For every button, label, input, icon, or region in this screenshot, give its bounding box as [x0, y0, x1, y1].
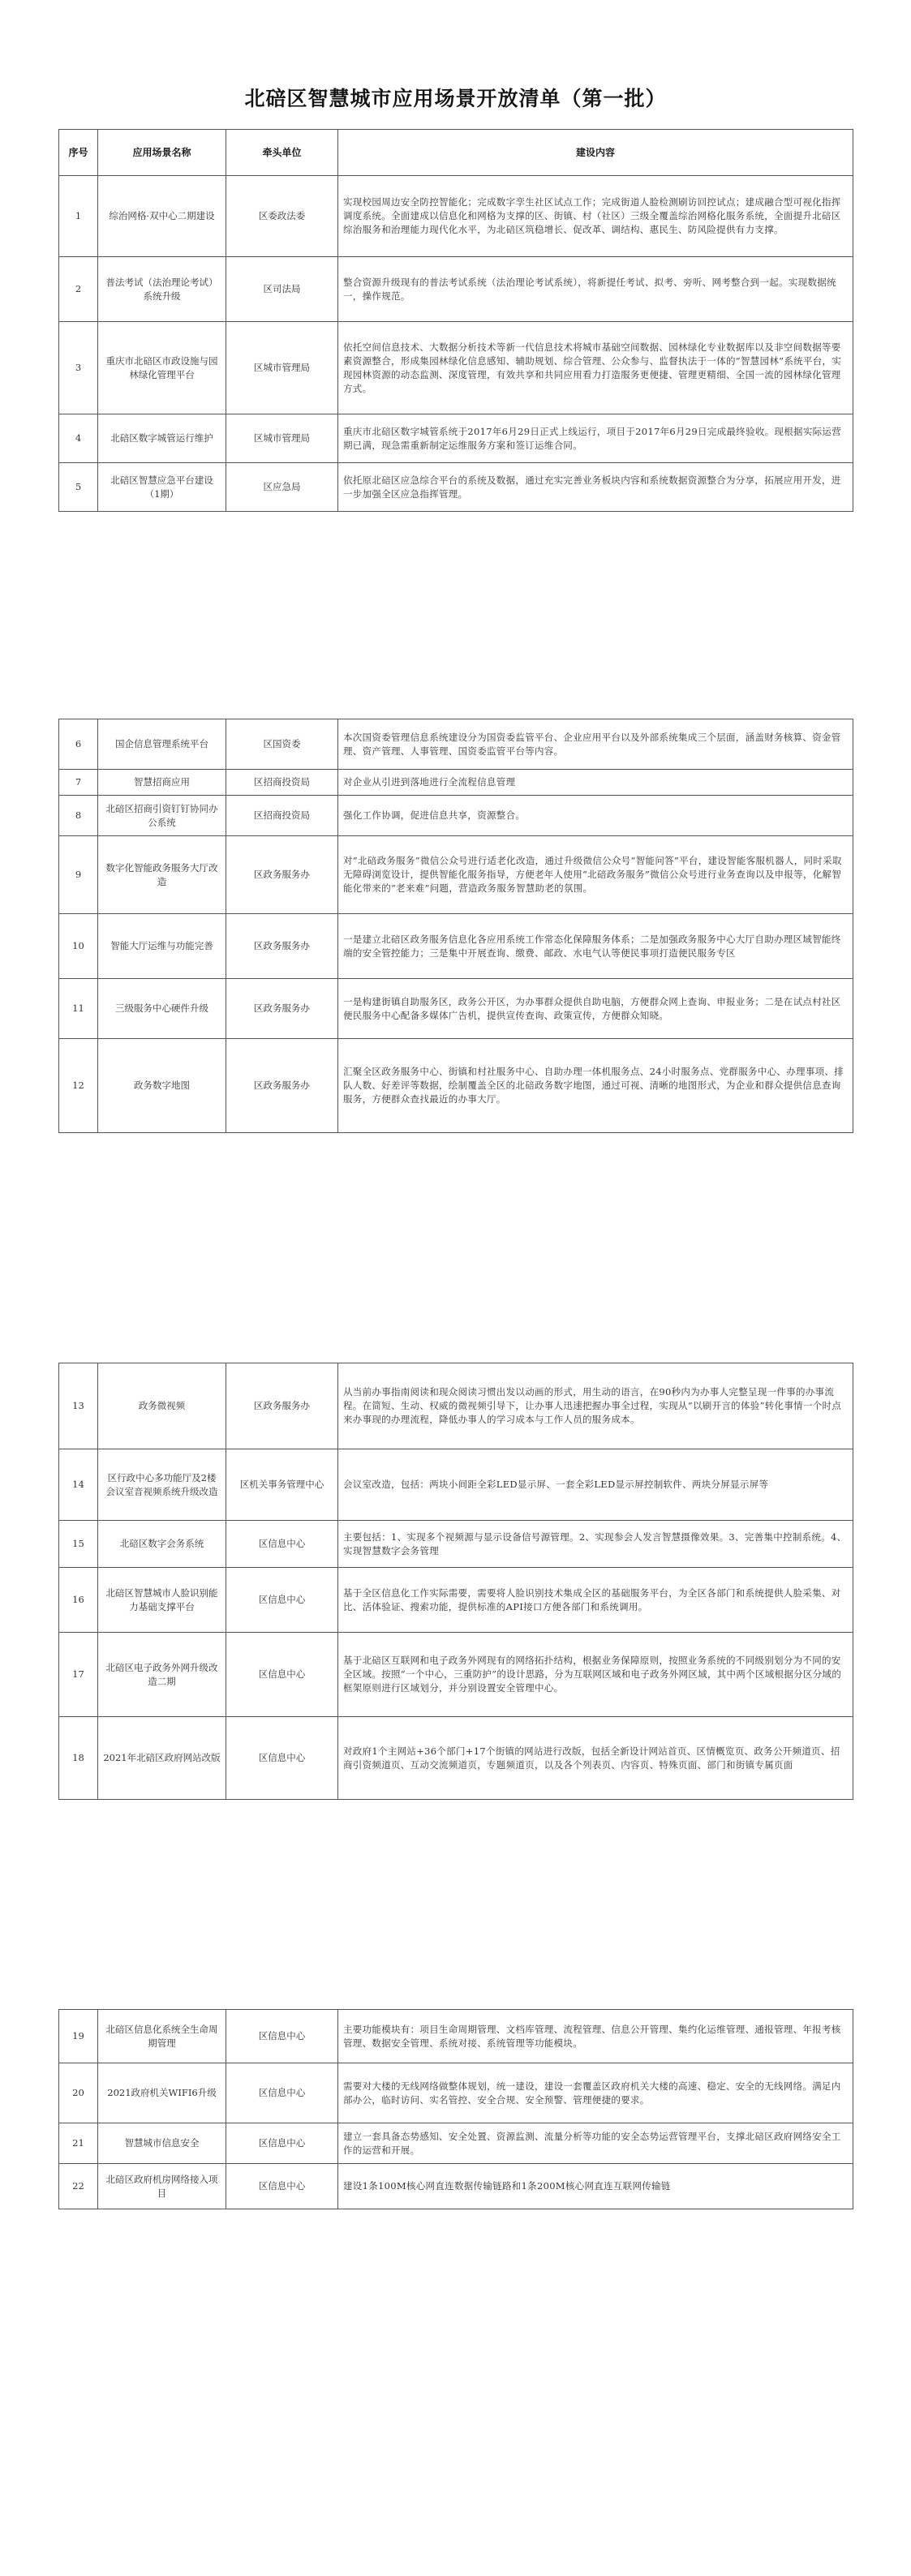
row-lead-unit: 区信息中心	[226, 2164, 338, 2209]
table-row	[59, 1449, 853, 1521]
row-index: 6	[59, 719, 98, 770]
row-index: 7	[59, 770, 98, 796]
row-scenario-name: 北碚区政府机房网络接入项目	[98, 2164, 226, 2209]
row-scenario-name: 数字化智能政务服务大厅改造	[98, 836, 226, 914]
table-row	[59, 770, 853, 796]
row-index: 15	[59, 1521, 98, 1568]
row-content: 对“北碚政务服务”微信公众号进行适老化改造，通过升级微信公众号“智能问答”平台，建设智能客服机器人，同时采取无障碍浏览设计，提供智能化服务指导，方便老年人使用“北碚政务服务”微信公众号进行业务查询以及申报等，化解智能化带来的“老来难”问题，营造政务服务智慧助老的氛围。	[338, 836, 853, 914]
table-row	[59, 719, 853, 770]
row-index: 13	[59, 1363, 98, 1449]
row-index: 9	[59, 836, 98, 914]
table-row	[59, 979, 853, 1039]
table-row	[59, 257, 853, 322]
row-lead-unit: 区政务服务办	[226, 1039, 338, 1133]
header-lead-unit: 牵头单位	[226, 130, 338, 176]
row-scenario-name: 北碚区智慧城市人脸识别能力基础支撑平台	[98, 1568, 226, 1633]
row-index: 22	[59, 2164, 98, 2209]
row-content: 会议室改造，包括：两块小间距全彩LED显示屏、一套全彩LED显示屏控制软件、两块分屏显示屏等	[338, 1449, 853, 1521]
row-scenario-name: 重庆市北碚区市政设施与园林绿化管理平台	[98, 322, 226, 414]
table-row	[59, 1568, 853, 1633]
row-content: 汇聚全区政务服务中心、街镇和村社服务中心、自助办理一体机服务点、24小时服务点、党群服务中心、办理事项、排队人数、好差评等数据，绘制覆盖全区的北碚政务数字地图，通过可视、清晰的地图形式，为企业和群众提供信息查询服务，方便群众查找最近的办事大厅。	[338, 1039, 853, 1133]
row-scenario-name: 三级服务中心硬件升级	[98, 979, 226, 1039]
row-index: 8	[59, 796, 98, 836]
table-row	[59, 1717, 853, 1800]
table-row	[59, 463, 853, 512]
row-index: 16	[59, 1568, 98, 1633]
row-content: 主要功能模块有：项目生命周期管理、文档库管理、流程管理、信息公开管理、集约化运维管理、通报管理、年报考核管理、数据安全管理、系统对接、系统管理等功能模块。	[338, 2010, 853, 2063]
row-lead-unit: 区司法局	[226, 257, 338, 322]
row-content: 依托空间信息技术、大数据分析技术等新一代信息技术将城市基础空间数据、园林绿化专业数据库以及非空间数据等要素资源整合，形成集园林绿化信息感知、辅助规划、综合管理、公众参与、监督执法于一体的“智慧园林”系统平台，实现园林资源的动态监测、深度管理，有效共享和共同应用看力打造服务更便捷、管理更精细、全国一流的园林绿化管理方式。	[338, 322, 853, 414]
table-row	[59, 914, 853, 979]
table-row	[59, 2123, 853, 2164]
row-scenario-name: 北碚区电子政务外网升级改造二期	[98, 1633, 226, 1717]
table-row	[59, 1039, 853, 1133]
scenario-table-part-2	[58, 719, 853, 1133]
row-lead-unit: 区委政法委	[226, 176, 338, 257]
row-lead-unit: 区信息中心	[226, 1568, 338, 1633]
row-lead-unit: 区政务服务办	[226, 1363, 338, 1449]
table-row	[59, 2164, 853, 2209]
row-content: 建立一套具备态势感知、安全处置、资源监测、流量分析等功能的安全态势运营管理平台，支撑北碚区政府网络安全工作的运营和开展。	[338, 2123, 853, 2164]
scenario-table-part-3	[58, 1363, 853, 1800]
row-content: 一是建立北碚区政务服务信息化各应用系统工作常态化保障服务体系；二是加强政务服务中心大厅自助办理区域智能终端的安全管控能力；三是集中开展查询、缴费、邮政、水电气认等便民事项打造便民服务专区	[338, 914, 853, 979]
row-content: 整合资源升级现有的普法考试系统（法治理论考试系统），将新提任考试、拟考、旁听、网考整合到一起。实现数据统一，操作规范。	[338, 257, 853, 322]
table-row	[59, 836, 853, 914]
row-content: 对企业从引进到落地进行全流程信息管理	[338, 770, 853, 796]
row-content: 需要对大楼的无线网络做整体规划，统一建设，建设一套覆盖区政府机关大楼的高速、稳定、安全的无线网络。满足内部办公，临时访问、实名管控、安全合规、安全预警、管理便捷的要求。	[338, 2063, 853, 2123]
row-content: 依托原北碚区应急综合平台的系统及数据，通过充实完善业务板块内容和系统数据资源整合为分享，拓展应用开发，进一步加强全区应急指挥管理。	[338, 463, 853, 512]
row-content: 基于全区信息化工作实际需要，需要将人脸识别技术集成全区的基础服务平台，为全区各部门和系统提供人脸采集、对比、活体验证、搜索功能，提供标准的API接口方便各部门和系统调用。	[338, 1568, 853, 1633]
table-row	[59, 176, 853, 257]
row-content: 从当前办事指南阅读和现众阅读习惯出发以动画的形式，用生动的语言，在90秒内为办事人完整呈现一件事的办事流程。在简短、生动、权威的微视频引导下，让办事人迅速把握办事全过程，实现从“以刷开言的体验”转化事情一个时点来办事现的办理流程，降低办事人的学习成本与工作人员的服务成本。	[338, 1363, 853, 1449]
row-lead-unit: 区信息中心	[226, 2063, 338, 2123]
row-index: 3	[59, 322, 98, 414]
row-index: 20	[59, 2063, 98, 2123]
row-index: 11	[59, 979, 98, 1039]
row-scenario-name: 政务数字地图	[98, 1039, 226, 1133]
row-index: 17	[59, 1633, 98, 1717]
row-content: 建设1条100M核心网直连数据传输链路和1条200M核心网直连互联网传输链	[338, 2164, 853, 2209]
row-index: 2	[59, 257, 98, 322]
row-index: 18	[59, 1717, 98, 1800]
row-content: 本次国资委管理信息系统建设分为国资委监管平台、企业应用平台以及外部系统集成三个层面，涵盖财务核算、资金管理、资产管理、人事管理、国资委监管平台等内容。	[338, 719, 853, 770]
row-content: 实现校园周边安全防控智能化；完成数字孪生社区试点工作；完成街道人脸检测刷访回控试点；建成融合型可视化指挥调度系统。全面建成以信息化和网格为支撑的区、街镇、村（社区）三级全覆盖综治网格化服务系统，全面提升北碚区综治服务和治理能力现代化水平，为北碚区筑稳增长、促改革、调结构、惠民生、防风险提供有力支撑。	[338, 176, 853, 257]
table-header-row	[59, 130, 853, 176]
scenario-table-part-1	[58, 129, 853, 512]
row-scenario-name: 智能大厅运维与功能完善	[98, 914, 226, 979]
table-row	[59, 2010, 853, 2063]
row-scenario-name: 北碚区数字会务系统	[98, 1521, 226, 1568]
row-index: 5	[59, 463, 98, 512]
row-scenario-name: 北碚区智慧应急平台建设（1期）	[98, 463, 226, 512]
table-row	[59, 1363, 853, 1449]
table-row	[59, 1633, 853, 1717]
row-scenario-name: 2021政府机关WIFI6升级	[98, 2063, 226, 2123]
row-scenario-name: 智慧城市信息安全	[98, 2123, 226, 2164]
row-scenario-name: 北碚区招商引资钉钉协同办公系统	[98, 796, 226, 836]
row-lead-unit: 区招商投资局	[226, 770, 338, 796]
row-scenario-name: 2021年北碚区政府网站改版	[98, 1717, 226, 1800]
row-lead-unit: 区信息中心	[226, 2010, 338, 2063]
row-lead-unit: 区信息中心	[226, 1717, 338, 1800]
page-title: 北碚区智慧城市应用场景开放清单（第一批）	[244, 87, 667, 110]
row-scenario-name: 北碚区数字城管运行维护	[98, 414, 226, 463]
table-row	[59, 1521, 853, 1568]
scenario-table-part-4	[58, 2009, 853, 2209]
row-content: 主要包括：1、实现多个视频源与显示设备信号源管理。2、实现参会人发言智慧摄像效果。3、完善集中控制系统。4、实现智慧数字会务管理	[338, 1521, 853, 1568]
row-lead-unit: 区城市管理局	[226, 414, 338, 463]
row-index: 14	[59, 1449, 98, 1521]
row-content: 重庆市北碚区数字城管系统于2017年6月29日正式上线运行，项目于2017年6月29日完成最终验收。现根据实际运营期已满，现急需重新制定运维服务方案和签订运维合同。	[338, 414, 853, 463]
row-index: 1	[59, 176, 98, 257]
row-scenario-name: 政务微视频	[98, 1363, 226, 1449]
header-content: 建设内容	[338, 130, 853, 176]
row-content: 对政府1个主网站+36个部门+17个街镇的网站进行改版，包括全新设计网站首页、区情概览页、政务公开频道页、招商引资频道页、互动交流频道页，专题频道页，以及各个列表页、内容页、特殊页面、部门和街镇专属页面	[338, 1717, 853, 1800]
row-lead-unit: 区信息中心	[226, 2123, 338, 2164]
header-scenario-name: 应用场景名称	[98, 130, 226, 176]
header-index: 序号	[59, 130, 98, 176]
table-row	[59, 322, 853, 414]
row-scenario-name: 北碚区信息化系统全生命周期管理	[98, 2010, 226, 2063]
row-index: 10	[59, 914, 98, 979]
row-lead-unit: 区政务服务办	[226, 836, 338, 914]
table-row	[59, 2063, 853, 2123]
row-scenario-name: 智慧招商应用	[98, 770, 226, 796]
row-scenario-name: 普法考试（法治理论考试）系统升级	[98, 257, 226, 322]
row-content: 强化工作协调，促进信息共享，资源整合。	[338, 796, 853, 836]
row-content: 基于北碚区互联网和电子政务外网现有的网络拓扑结构，根据业务保障原则，按照业务系统的不同级别划分为不同的安全区域。按照“一个中心，三重防护”的设计思路，分为互联网区域和电子政务外网区域，其中两个区域根据分区分域的框架原则进行区域划分，并分别设置安全管理中心。	[338, 1633, 853, 1717]
row-index: 4	[59, 414, 98, 463]
row-content: 一是构建街镇自助服务区，政务公开区，为办事群众提供自助电脑，方便群众网上查询、申报业务；二是在试点村社区便民服务中心配备多媒体广告机，提供宣传查询、政策宣传，方便群众知晓。	[338, 979, 853, 1039]
row-lead-unit: 区机关事务管理中心	[226, 1449, 338, 1521]
row-scenario-name: 国企信息管理系统平台	[98, 719, 226, 770]
row-index: 19	[59, 2010, 98, 2063]
row-lead-unit: 区城市管理局	[226, 322, 338, 414]
row-scenario-name: 综治网格·双中心二期建设	[98, 176, 226, 257]
row-lead-unit: 区招商投资局	[226, 796, 338, 836]
row-lead-unit: 区信息中心	[226, 1633, 338, 1717]
row-index: 21	[59, 2123, 98, 2164]
row-lead-unit: 区信息中心	[226, 1521, 338, 1568]
row-scenario-name: 区行政中心多功能厅及2楼会议室音视频系统升级改造	[98, 1449, 226, 1521]
row-lead-unit: 区政务服务办	[226, 914, 338, 979]
row-lead-unit: 区政务服务办	[226, 979, 338, 1039]
row-lead-unit: 区国资委	[226, 719, 338, 770]
row-lead-unit: 区应急局	[226, 463, 338, 512]
row-index: 12	[59, 1039, 98, 1133]
table-row	[59, 414, 853, 463]
table-row	[59, 796, 853, 836]
